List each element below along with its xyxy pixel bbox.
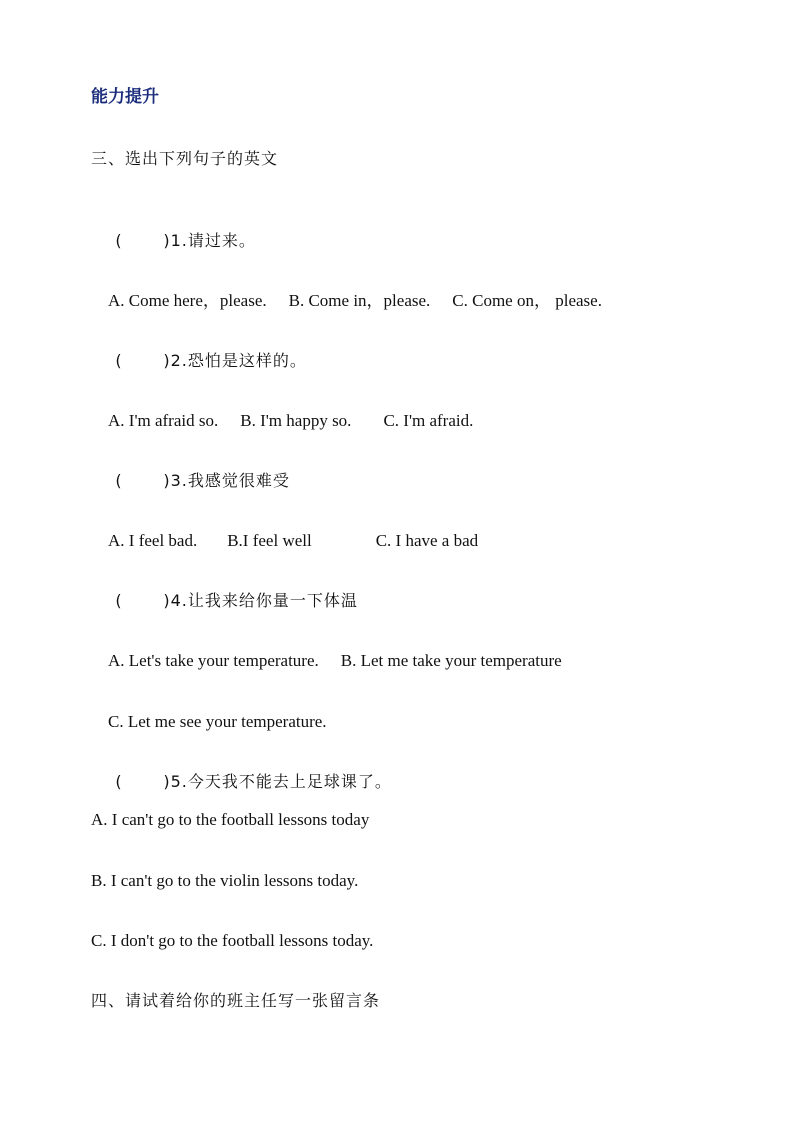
q4-option-a: A. Let's take your temperature. <box>108 651 319 670</box>
question-4-options-line-2 <box>91 689 327 755</box>
q1-option-c: C. Come on， please. <box>452 291 602 310</box>
question-2-stem <box>91 328 307 394</box>
q3-option-a: A. I feel bad. <box>108 531 198 550</box>
question-2-options <box>91 388 473 454</box>
q1-option-a: A. Come here，please. <box>108 291 267 310</box>
question-4-stem <box>91 568 358 634</box>
question-3-stem <box>91 448 290 514</box>
q1-option-b: B. Come in，please. <box>288 291 431 310</box>
question-1-text: )1.请过来。 <box>163 231 256 250</box>
question-5-stem <box>91 749 392 815</box>
question-3-options <box>91 508 478 574</box>
q2-option-b: B. I'm happy so. <box>240 411 352 430</box>
q3-option-b: B.I feel well <box>227 531 312 550</box>
q5-option-c: C. I don't go to the football lessons today. <box>91 931 374 950</box>
question-2-text: )2.恐怕是这样的。 <box>163 351 307 370</box>
q4-option-b: B. Let me take your temperature <box>340 651 562 670</box>
question-4-text: )4.让我来给你量一下体温 <box>163 591 358 610</box>
question-3-text: )3.我感觉很难受 <box>163 471 290 490</box>
answer-blank-4: ( <box>115 591 123 610</box>
section-3-title: 三、选出下列句子的英文 <box>91 149 279 168</box>
answer-blank-5: ( <box>115 772 123 791</box>
question-1-stem <box>91 208 256 274</box>
section-heading: 能力提升 <box>91 87 159 107</box>
question-5-text: )5.今天我不能去上足球课了。 <box>163 772 392 791</box>
q2-option-a: A. I'm afraid so. <box>108 411 219 430</box>
q2-option-c: C. I'm afraid. <box>383 411 474 430</box>
answer-blank-3: ( <box>115 471 123 490</box>
q3-option-c: C. I have a bad <box>375 531 479 550</box>
q4-option-c: C. Let me see your temperature. <box>108 712 327 731</box>
answer-blank-2: ( <box>115 351 123 370</box>
q5-option-b: B. I can't go to the violin lessons today. <box>91 871 359 890</box>
answer-blank-1: ( <box>115 231 123 250</box>
question-4-options-line-1 <box>91 628 562 694</box>
section-4-title: 四、请试着给你的班主任写一张留言条 <box>91 991 381 1010</box>
question-1-options <box>91 268 602 334</box>
q5-option-a: A. I can't go to the football lessons today <box>91 810 370 829</box>
